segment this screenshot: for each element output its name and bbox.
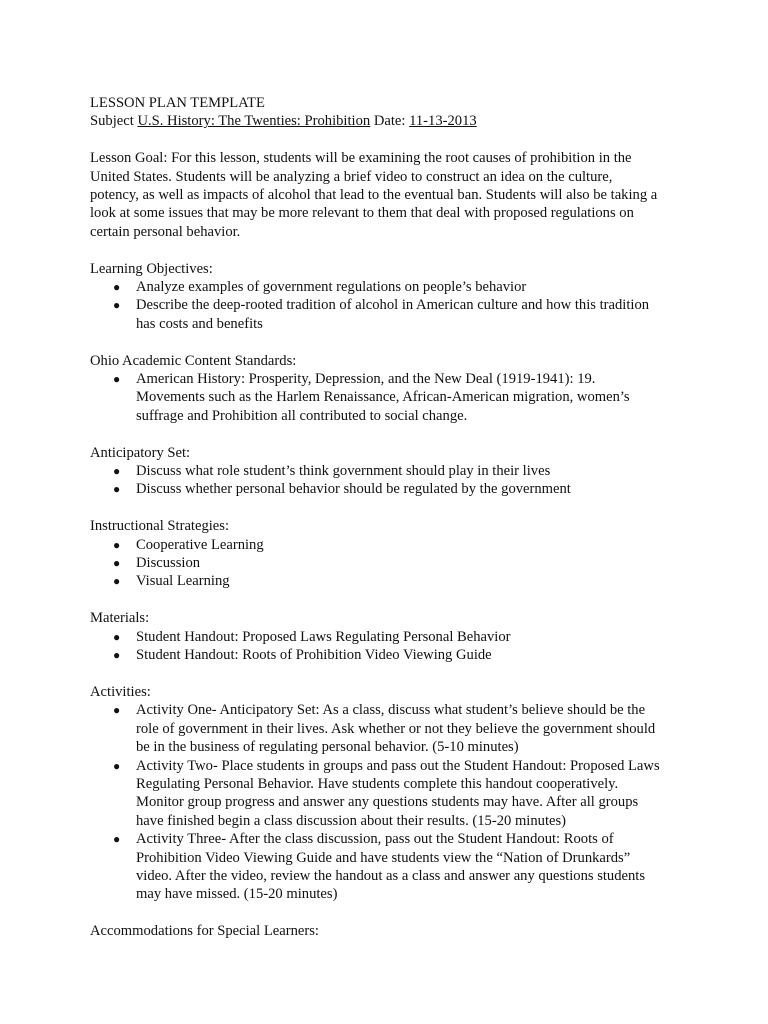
bullet-icon: ● (113, 372, 121, 387)
list-item-text: Regulating Personal Behavior. Have students complete this handout cooperatively. (136, 775, 619, 792)
list-item-text: Discussion (136, 555, 201, 572)
standards-list (90, 370, 690, 425)
subject-label: Subject (90, 113, 138, 130)
lesson-goal-line: potency, as well as impacts of alcohol that lead to the eventual ban. Students will also be taking a (90, 187, 658, 204)
list-item-text: Activity One- Anticipatory Set: As a class, discuss what student’s believe should be the (136, 702, 646, 719)
list-item-text: Discuss whether personal behavior should be regulated by the government (136, 481, 571, 498)
section-heading: Learning Objectives: (90, 260, 213, 277)
section-heading: Ohio Academic Content Standards: (90, 352, 297, 369)
section-heading: Materials: (90, 610, 150, 627)
list-item (90, 370, 690, 425)
document-header (90, 94, 690, 131)
list-item-text: video. After the video, review the handout as a class and answer any questions students (136, 867, 646, 884)
list-item-text: American History: Prosperity, Depression, and the New Deal (1919-1941): 19. (136, 371, 596, 388)
list-item-text: has costs and benefits (136, 315, 263, 332)
anticipatory-set-section (90, 444, 690, 499)
list-item-text: Activity Three- After the class discussion, pass out the Student Handout: Roots of (136, 831, 614, 848)
lesson-goal-section (90, 149, 690, 241)
list-item (90, 572, 690, 590)
list-item-text: Discuss what role student’s think government should play in their lives (136, 463, 551, 480)
list-item (90, 536, 690, 554)
list-item (90, 462, 690, 480)
list-item (90, 701, 690, 756)
materials-list (90, 628, 690, 665)
bullet-icon: ● (113, 298, 121, 313)
date-value: 11-13-2013 (409, 113, 477, 130)
instructional-strategies-list (90, 536, 690, 591)
lesson-goal-line: Lesson Goal: For this lesson, students will be examining the root causes of prohibition in the (90, 150, 632, 167)
list-item (90, 480, 690, 498)
lesson-goal-line: certain personal behavior. (90, 223, 241, 240)
section-heading: Anticipatory Set: (90, 444, 191, 461)
activities-list (90, 701, 690, 903)
subject-line (90, 112, 690, 130)
bullet-icon: ● (113, 703, 121, 718)
activities-section (90, 683, 690, 904)
list-item (90, 830, 690, 904)
section-heading: Activities: (90, 683, 151, 700)
list-item (90, 278, 690, 296)
list-item (90, 554, 690, 572)
lesson-goal-line: look at some issues that may be more relevant to them that deal with proposed regulations on (90, 205, 634, 222)
list-item-text: suffrage and Prohibition all contributed to social change. (136, 407, 468, 424)
lesson-goal-line: United States. Students will be analyzing a brief video to construct an idea on the culture, (90, 168, 613, 185)
bullet-icon: ● (113, 832, 121, 847)
learning-objectives-section (90, 260, 690, 334)
list-item (90, 646, 690, 664)
document-title: LESSON PLAN TEMPLATE (90, 95, 265, 111)
bullet-icon: ● (113, 758, 121, 773)
list-item-text: role of government in their lives. Ask whether or not they believe the government should (136, 720, 656, 737)
section-heading: Accommodations for Special Learners: (90, 923, 319, 940)
bullet-icon: ● (113, 556, 121, 571)
list-item-text: Describe the deep-rooted tradition of alcohol in American culture and how this tradition (136, 297, 650, 314)
bullet-icon: ● (113, 280, 121, 295)
instructional-strategies-section (90, 517, 690, 591)
date-label: Date: (370, 113, 410, 130)
accommodations-section (90, 922, 690, 940)
list-item-text: have finished begin a class discussion about their results. (15-20 minutes) (136, 812, 567, 829)
list-item-text: Student Handout: Roots of Prohibition Video Viewing Guide (136, 647, 492, 664)
list-item-text: Monitor group progress and answer any questions students may have. After all groups (136, 794, 639, 811)
list-item-text: Cooperative Learning (136, 536, 264, 553)
section-heading: Instructional Strategies: (90, 518, 230, 535)
list-item-text: Prohibition Video Viewing Guide and have students view the “Nation of Drunkards” (136, 849, 631, 866)
bullet-icon: ● (113, 464, 121, 479)
materials-section (90, 609, 690, 664)
list-item-text: Analyze examples of government regulations on people’s behavior (136, 279, 527, 296)
bullet-icon: ● (113, 629, 121, 644)
list-item-text: be in the business of regulating personal behavior. (5-10 minutes) (136, 739, 519, 756)
list-item-text: may have missed. (15-20 minutes) (136, 886, 338, 903)
list-item (90, 628, 690, 646)
lesson-plan-document (90, 94, 690, 941)
anticipatory-set-list (90, 462, 690, 499)
subject-value: U.S. History: The Twenties: Prohibition (137, 113, 371, 130)
bullet-icon: ● (113, 648, 121, 663)
list-item (90, 757, 690, 831)
list-item-text: Movements such as the Harlem Renaissance, African-American migration, women’s (136, 389, 630, 406)
bullet-icon: ● (113, 574, 121, 589)
list-item (90, 296, 690, 333)
list-item-text: Activity Two- Place students in groups and pass out the Student Handout: Proposed Laws (136, 757, 660, 774)
list-item-text: Visual Learning (136, 573, 230, 590)
standards-section (90, 352, 690, 426)
learning-objectives-list (90, 278, 690, 333)
bullet-icon: ● (113, 482, 121, 497)
bullet-icon: ● (113, 537, 121, 552)
list-item-text: Student Handout: Proposed Laws Regulating Personal Behavior (136, 628, 511, 645)
